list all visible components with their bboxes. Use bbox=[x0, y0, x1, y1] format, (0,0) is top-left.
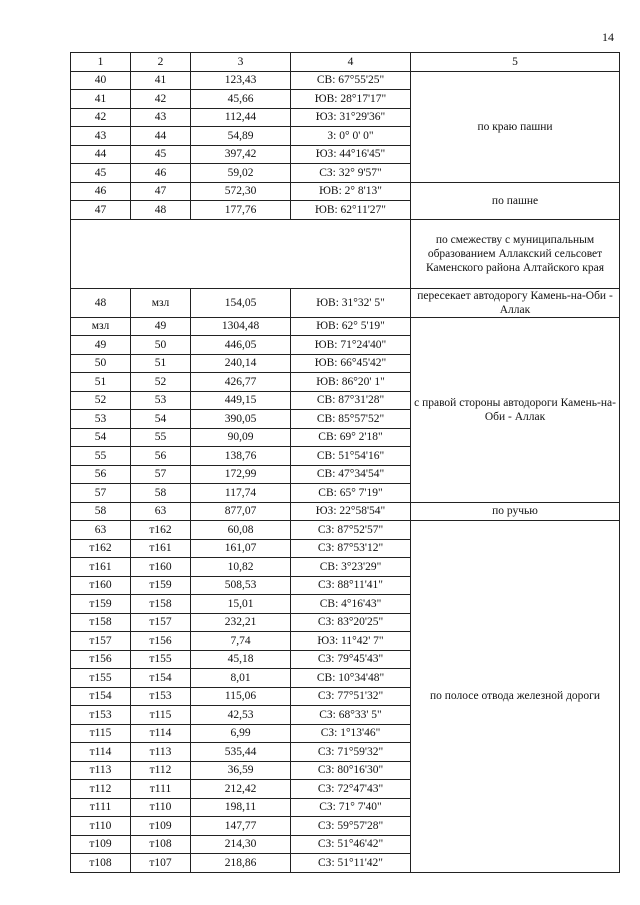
to-point-cell: т154 bbox=[131, 669, 191, 688]
from-point-cell: 51 bbox=[71, 373, 131, 392]
from-point-cell: 56 bbox=[71, 465, 131, 484]
bearing-cell: СЗ: 80°16'30" bbox=[291, 761, 411, 780]
bearing-cell: СВ: 85°57'52" bbox=[291, 410, 411, 429]
from-point-cell: 50 bbox=[71, 354, 131, 373]
bearing-cell: СВ: 65° 7'19" bbox=[291, 484, 411, 503]
to-point-cell: т108 bbox=[131, 835, 191, 854]
header-cell-2: 2 bbox=[131, 53, 191, 72]
bearing-cell: ЮВ: 31°32' 5" bbox=[291, 288, 411, 317]
from-point-cell: т113 bbox=[71, 761, 131, 780]
from-point-cell: т158 bbox=[71, 613, 131, 632]
bearing-cell: ЮЗ: 22°58'54" bbox=[291, 502, 411, 521]
table-row bbox=[71, 502, 620, 521]
to-point-cell: 46 bbox=[131, 164, 191, 183]
bearing-cell: СВ: 87°31'28" bbox=[291, 391, 411, 410]
bearing-cell: СВ: 3°23'29" bbox=[291, 558, 411, 577]
from-point-cell: т108 bbox=[71, 854, 131, 873]
from-point-cell: т114 bbox=[71, 743, 131, 762]
from-point-cell: 54 bbox=[71, 428, 131, 447]
distance-cell: 214,30 bbox=[191, 835, 291, 854]
boundary-table bbox=[70, 52, 620, 873]
to-point-cell: т110 bbox=[131, 798, 191, 817]
header-cell-1: 1 bbox=[71, 53, 131, 72]
distance-cell: 172,99 bbox=[191, 465, 291, 484]
table-row bbox=[71, 521, 620, 540]
distance-cell: 7,74 bbox=[191, 632, 291, 651]
from-point-cell: т160 bbox=[71, 576, 131, 595]
municipal-border-row bbox=[71, 219, 620, 288]
distance-cell: 240,14 bbox=[191, 354, 291, 373]
from-point-cell: т162 bbox=[71, 539, 131, 558]
to-point-cell: т158 bbox=[131, 595, 191, 614]
bearing-cell: ЮВ: 2° 8'13" bbox=[291, 182, 411, 201]
bearing-cell: ЮЗ: 31°29'36" bbox=[291, 108, 411, 127]
to-point-cell: т107 bbox=[131, 854, 191, 873]
from-point-cell: 53 bbox=[71, 410, 131, 429]
header-row bbox=[71, 53, 620, 72]
to-point-cell: т153 bbox=[131, 687, 191, 706]
description-cell: по полосе отвода железной дороги bbox=[411, 521, 620, 873]
empty-merged-cell bbox=[71, 219, 411, 288]
bearing-cell: СВ: 51°54'16" bbox=[291, 447, 411, 466]
bearing-cell: СЗ: 88°11'41" bbox=[291, 576, 411, 595]
to-point-cell: 47 bbox=[131, 182, 191, 201]
distance-cell: 15,01 bbox=[191, 595, 291, 614]
to-point-cell: т114 bbox=[131, 724, 191, 743]
to-point-cell: т160 bbox=[131, 558, 191, 577]
from-point-cell: т159 bbox=[71, 595, 131, 614]
distance-cell: 123,43 bbox=[191, 71, 291, 90]
bearing-cell: СЗ: 32° 9'57" bbox=[291, 164, 411, 183]
bearing-cell: СЗ: 1°13'46" bbox=[291, 724, 411, 743]
table-row bbox=[71, 317, 620, 336]
from-point-cell: т153 bbox=[71, 706, 131, 725]
from-point-cell: 48 bbox=[71, 288, 131, 317]
to-point-cell: 48 bbox=[131, 201, 191, 220]
bearing-cell: СВ: 69° 2'18" bbox=[291, 428, 411, 447]
from-point-cell: т112 bbox=[71, 780, 131, 799]
bearing-cell: СЗ: 71° 7'40" bbox=[291, 798, 411, 817]
to-point-cell: т109 bbox=[131, 817, 191, 836]
to-point-cell: 54 bbox=[131, 410, 191, 429]
bearing-cell: СВ: 10°34'48" bbox=[291, 669, 411, 688]
from-point-cell: 63 bbox=[71, 521, 131, 540]
bearing-cell: ЮВ: 86°20' 1" bbox=[291, 373, 411, 392]
bearing-cell: ЮЗ: 11°42' 7" bbox=[291, 632, 411, 651]
to-point-cell: 63 bbox=[131, 502, 191, 521]
bearing-cell: ЮВ: 62° 5'19" bbox=[291, 317, 411, 336]
to-point-cell: 50 bbox=[131, 336, 191, 355]
distance-cell: 218,86 bbox=[191, 854, 291, 873]
bearing-cell: СЗ: 71°59'32" bbox=[291, 743, 411, 762]
to-point-cell: т113 bbox=[131, 743, 191, 762]
boundary-table-body bbox=[71, 53, 620, 873]
distance-cell: 535,44 bbox=[191, 743, 291, 762]
distance-cell: 572,30 bbox=[191, 182, 291, 201]
distance-cell: 177,76 bbox=[191, 201, 291, 220]
distance-cell: 147,77 bbox=[191, 817, 291, 836]
header-cell-4: 4 bbox=[291, 53, 411, 72]
to-point-cell: 41 bbox=[131, 71, 191, 90]
distance-cell: 426,77 bbox=[191, 373, 291, 392]
distance-cell: 90,09 bbox=[191, 428, 291, 447]
from-point-cell: т110 bbox=[71, 817, 131, 836]
distance-cell: 8,01 bbox=[191, 669, 291, 688]
from-point-cell: 55 bbox=[71, 447, 131, 466]
distance-cell: 198,11 bbox=[191, 798, 291, 817]
distance-cell: 6,99 bbox=[191, 724, 291, 743]
distance-cell: 117,74 bbox=[191, 484, 291, 503]
to-point-cell: 58 bbox=[131, 484, 191, 503]
from-point-cell: мзл bbox=[71, 317, 131, 336]
to-point-cell: 44 bbox=[131, 127, 191, 146]
page-number: 14 bbox=[602, 30, 614, 44]
from-point-cell: 45 bbox=[71, 164, 131, 183]
distance-cell: 161,07 bbox=[191, 539, 291, 558]
to-point-cell: т115 bbox=[131, 706, 191, 725]
from-point-cell: 47 bbox=[71, 201, 131, 220]
distance-cell: 390,05 bbox=[191, 410, 291, 429]
to-point-cell: 43 bbox=[131, 108, 191, 127]
distance-cell: 449,15 bbox=[191, 391, 291, 410]
distance-cell: 54,89 bbox=[191, 127, 291, 146]
from-point-cell: 42 bbox=[71, 108, 131, 127]
distance-cell: 59,02 bbox=[191, 164, 291, 183]
distance-cell: 112,44 bbox=[191, 108, 291, 127]
bearing-cell: СЗ: 77°51'32" bbox=[291, 687, 411, 706]
bearing-cell: СЗ: 87°53'12" bbox=[291, 539, 411, 558]
header-cell-5: 5 bbox=[411, 53, 620, 72]
bearing-cell: ЮВ: 62°11'27" bbox=[291, 201, 411, 220]
description-cell: пересекает автодорогу Камень-на-Оби - Аллак bbox=[411, 288, 620, 317]
distance-cell: 45,18 bbox=[191, 650, 291, 669]
distance-cell: 45,66 bbox=[191, 90, 291, 109]
distance-cell: 42,53 bbox=[191, 706, 291, 725]
bearing-cell: ЮЗ: 44°16'45" bbox=[291, 145, 411, 164]
bearing-cell: СЗ: 51°11'42" bbox=[291, 854, 411, 873]
bearing-cell: СЗ: 51°46'42" bbox=[291, 835, 411, 854]
from-point-cell: т111 bbox=[71, 798, 131, 817]
to-point-cell: 57 bbox=[131, 465, 191, 484]
description-cell: с правой стороны автодороги Камень-на-Оби - Аллак bbox=[411, 317, 620, 502]
to-point-cell: т162 bbox=[131, 521, 191, 540]
to-point-cell: 55 bbox=[131, 428, 191, 447]
to-point-cell: т157 bbox=[131, 613, 191, 632]
description-cell: по ручью bbox=[411, 502, 620, 521]
distance-cell: 36,59 bbox=[191, 761, 291, 780]
table-row bbox=[71, 288, 620, 317]
from-point-cell: 40 bbox=[71, 71, 131, 90]
to-point-cell: 45 bbox=[131, 145, 191, 164]
from-point-cell: 58 bbox=[71, 502, 131, 521]
from-point-cell: 49 bbox=[71, 336, 131, 355]
distance-cell: 877,07 bbox=[191, 502, 291, 521]
description-cell: по смежеству с муниципальным образованием Аллакский сельсовет Каменского района Алтайского края bbox=[411, 219, 620, 288]
to-point-cell: 51 bbox=[131, 354, 191, 373]
to-point-cell: т159 bbox=[131, 576, 191, 595]
bearing-cell: СВ: 47°34'54" bbox=[291, 465, 411, 484]
from-point-cell: 52 bbox=[71, 391, 131, 410]
to-point-cell: 42 bbox=[131, 90, 191, 109]
distance-cell: 138,76 bbox=[191, 447, 291, 466]
from-point-cell: 43 bbox=[71, 127, 131, 146]
distance-cell: 212,42 bbox=[191, 780, 291, 799]
bearing-cell: СВ: 4°16'43" bbox=[291, 595, 411, 614]
from-point-cell: т154 bbox=[71, 687, 131, 706]
to-point-cell: т161 bbox=[131, 539, 191, 558]
distance-cell: 60,08 bbox=[191, 521, 291, 540]
from-point-cell: т155 bbox=[71, 669, 131, 688]
distance-cell: 508,53 bbox=[191, 576, 291, 595]
from-point-cell: т109 bbox=[71, 835, 131, 854]
distance-cell: 1304,48 bbox=[191, 317, 291, 336]
bearing-cell: СЗ: 83°20'25" bbox=[291, 613, 411, 632]
to-point-cell: мзл bbox=[131, 288, 191, 317]
description-cell: по краю пашни bbox=[411, 71, 620, 182]
bearing-cell: СВ: 67°55'25" bbox=[291, 71, 411, 90]
distance-cell: 446,05 bbox=[191, 336, 291, 355]
to-point-cell: 52 bbox=[131, 373, 191, 392]
distance-cell: 397,42 bbox=[191, 145, 291, 164]
from-point-cell: 44 bbox=[71, 145, 131, 164]
from-point-cell: т161 bbox=[71, 558, 131, 577]
distance-cell: 115,06 bbox=[191, 687, 291, 706]
bearing-cell: СЗ: 59°57'28" bbox=[291, 817, 411, 836]
to-point-cell: т112 bbox=[131, 761, 191, 780]
bearing-cell: ЮВ: 66°45'42" bbox=[291, 354, 411, 373]
bearing-cell: З: 0° 0' 0" bbox=[291, 127, 411, 146]
from-point-cell: 41 bbox=[71, 90, 131, 109]
bearing-cell: ЮВ: 71°24'40" bbox=[291, 336, 411, 355]
to-point-cell: 53 bbox=[131, 391, 191, 410]
table-row bbox=[71, 71, 620, 90]
from-point-cell: т156 bbox=[71, 650, 131, 669]
distance-cell: 154,05 bbox=[191, 288, 291, 317]
from-point-cell: 46 bbox=[71, 182, 131, 201]
bearing-cell: СЗ: 79°45'43" bbox=[291, 650, 411, 669]
to-point-cell: 49 bbox=[131, 317, 191, 336]
to-point-cell: 56 bbox=[131, 447, 191, 466]
bearing-cell: СЗ: 87°52'57" bbox=[291, 521, 411, 540]
header-cell-3: 3 bbox=[191, 53, 291, 72]
from-point-cell: т157 bbox=[71, 632, 131, 651]
table-row bbox=[71, 182, 620, 201]
bearing-cell: ЮВ: 28°17'17" bbox=[291, 90, 411, 109]
description-cell: по пашне bbox=[411, 182, 620, 219]
to-point-cell: т155 bbox=[131, 650, 191, 669]
to-point-cell: т111 bbox=[131, 780, 191, 799]
distance-cell: 232,21 bbox=[191, 613, 291, 632]
from-point-cell: т115 bbox=[71, 724, 131, 743]
from-point-cell: 57 bbox=[71, 484, 131, 503]
bearing-cell: СЗ: 72°47'43" bbox=[291, 780, 411, 799]
bearing-cell: СЗ: 68°33' 5" bbox=[291, 706, 411, 725]
to-point-cell: т156 bbox=[131, 632, 191, 651]
distance-cell: 10,82 bbox=[191, 558, 291, 577]
